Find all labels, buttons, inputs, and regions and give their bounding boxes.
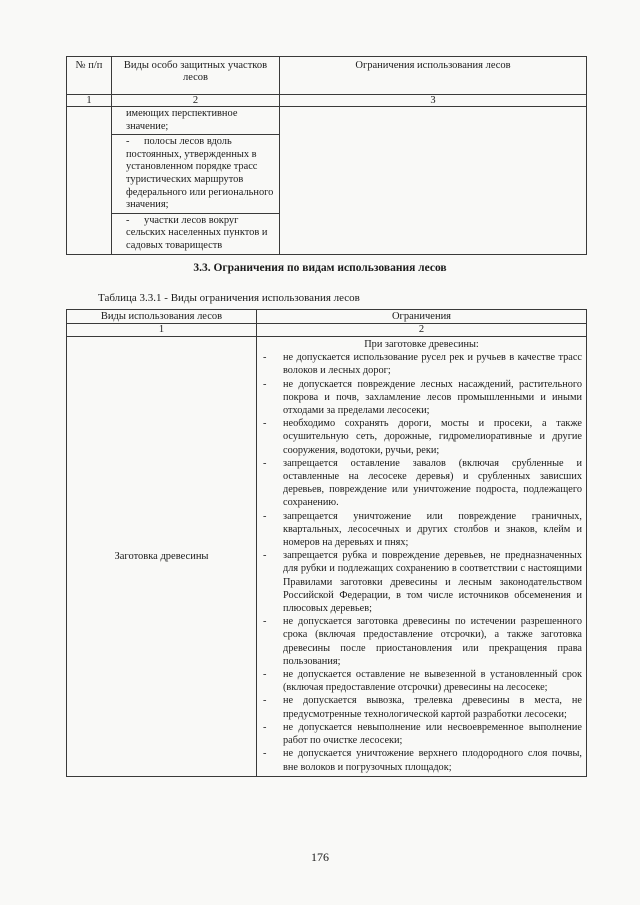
item-dash: - xyxy=(126,136,130,148)
list-item-text: полосы лесов вдоль постоянных, утвержденных в установленном порядке трасс туристических маршрутов федерального или регионального значения; xyxy=(126,136,274,211)
list-item: - запрещается рубка и повреждение деревьев, не предназначенных для рубки и подлежащих сохранению в соответствии с настоящими Правилами заготовки древесины и лесным законодательством Российской Федерации, в том числе источников обсеменения и плюсовых деревьев; xyxy=(261,549,582,615)
restrictions-list xyxy=(261,351,582,774)
column-number: 2 xyxy=(257,324,587,337)
list-item-text: участки лесов вокруг сельских населенных пунктов и садовых товариществ xyxy=(126,214,268,251)
column-number: 3 xyxy=(280,95,587,107)
list-item: - запрещается оставление завалов (включая срубленные и оставленные на лесосеке деревья) и срубленных зависших деревьев, повреждение или уничтожение подроста, подлежащего сохранению. xyxy=(261,457,582,510)
list-item xyxy=(112,107,279,135)
page-number: 176 xyxy=(311,850,329,864)
list-item: - не допускается уничтожение верхнего плодородного слоя почвы, вне волоков и погрузочных площадок; xyxy=(261,747,582,773)
section-title: 3.3. Ограничения по видам использования лесов xyxy=(193,262,447,274)
list-item: - не допускается вывозка, трелевка древесины в места, не предусмотренные технологической картой разработки лесосеки; xyxy=(261,694,582,720)
column-number: 1 xyxy=(67,324,257,337)
list-item: - не допускается невыполнение или несвоевременное выполнение работ по очистке лесосеки; xyxy=(261,721,582,747)
table-header-row xyxy=(67,310,587,324)
table-caption: Таблица 3.3.1 - Виды ограничения использования лесов xyxy=(98,292,360,304)
restrictions-cell xyxy=(257,337,587,777)
column-number: 1 xyxy=(67,95,112,107)
list-item: - запрещается уничтожение или повреждение граничных, квартальных, лесосечных и других столбов и знаков, клейм и номеров на деревьях и пнях; xyxy=(261,510,582,550)
column-header: Ограничения использования лесов xyxy=(280,57,587,95)
list-item-text: имеющих перспективное значение; xyxy=(126,108,238,132)
column-header: Ограничения xyxy=(257,310,587,324)
usage-kind-cell: Заготовка древесины xyxy=(67,337,257,777)
table-row xyxy=(67,107,587,255)
column-header: Виды использования лесов xyxy=(67,310,257,324)
protective-areas-table xyxy=(66,56,587,255)
item-dash: - xyxy=(126,214,130,226)
table-header-row xyxy=(67,57,587,95)
list-item: - не допускается заготовка древесины по истечении разрешенного срока (включая предоставление отсрочки), а также заготовка древесины после приостановления или прекращения права пользования; xyxy=(261,615,582,668)
list-item xyxy=(112,135,279,214)
column-header: № п/п xyxy=(67,57,112,95)
column-header: Виды особо защитных участков лесов xyxy=(112,57,280,95)
list-item: - не допускается использование русел рек и ручьев в качестве трасс волоков и лесных дорог; xyxy=(261,351,582,377)
column-number-row xyxy=(67,95,587,107)
list-item: - необходимо сохранять дороги, мосты и просеки, а также осушительную сеть, дорожные, гидромелиоративные и другие сооружения, водотоки, ручьи, реки; xyxy=(261,417,582,457)
restrictions-lead: При заготовке древесины: xyxy=(364,339,479,350)
list-item xyxy=(112,214,279,254)
list-item: - не допускается повреждение лесных насаждений, растительного покрова и почв, захламление лесов промышленными и иными отходами за пределами лесосеки; xyxy=(261,378,582,418)
empty-cell xyxy=(67,107,112,255)
usage-restrictions-table xyxy=(66,309,587,777)
list-item: - не допускается оставление не вывезенной в установленный срок (включая предоставление отсрочки) древесины на лесосеке; xyxy=(261,668,582,694)
column-number-row xyxy=(67,324,587,337)
empty-cell xyxy=(280,107,587,255)
table-row xyxy=(67,337,587,777)
area-types-cell xyxy=(112,107,280,255)
column-number: 2 xyxy=(112,95,280,107)
